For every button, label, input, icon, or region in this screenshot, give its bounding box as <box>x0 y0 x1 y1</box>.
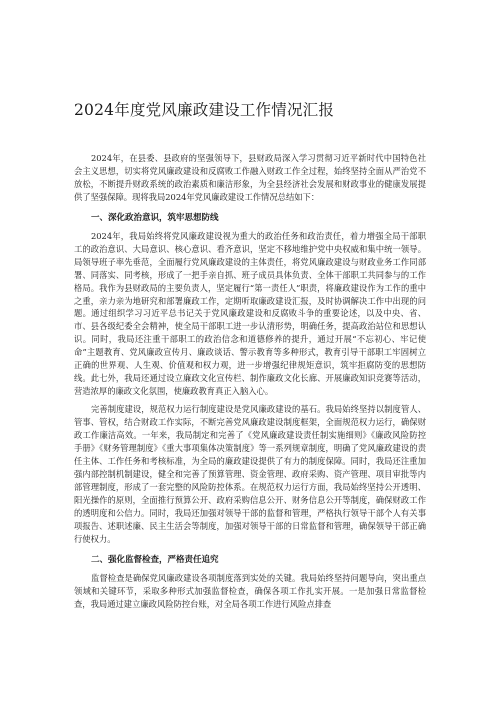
intro-paragraph: 2024年，在县委、县政府的坚强领导下，县财政局深入学习贯彻习近平新时代中国特色社会主义思想，切实将党风廉政建设和反腐败工作融入财政工作全过程，始终坚持全面从严治党不放松，不断提升财政系统的政治素质和廉洁形象，为全县经济社会发展和财政事业的健康发展提供了坚强保障。现将我局2024年党风廉政建设工作情况总结如下： <box>74 153 426 202</box>
section-1-paragraph-2: 完善制度建设，规范权力运行制度建设是党风廉政建设的基石。我局始终坚持以制度管人、管事、管权，结合财政工作实际，不断完善党风廉政建设制度框架，全面规范权力运行，确保财政工作廉洁高效。一年来，我局制定和完善了《党风廉政建设责任制实施细则》《廉政风险防控手册》《财务管理制度》《重大事项集体决策制度》等一系列规章制度，明确了党风廉政建设的责任主体、工作任务和考核标准，为全局的廉政建设提供了有力的制度保障。同时，我局还注重加强内部控制机制建设，健全和完善了预算管理、资金管理、政府采购、资产管理、项目审批等内部管理制度，形成了一套完整的风险防控体系。在规范权力运行方面，我局始终坚持公开透明、阳光操作的原则，全面推行预算公开、政府采购信息公开、财务信息公开等制度，确保财政工作的透明度和公信力。同时，我局还加强对领导干部的监督和管理，严格执行领导干部个人有关事项报告、述职述廉、民主生活会等制度，加强对领导干部的日常监督和管理，确保领导干部正确行使权力。 <box>74 404 426 544</box>
document-body <box>74 152 426 610</box>
section-1-heading: 一、深化政治意识，筑牢思想防线 <box>91 212 219 223</box>
section-2-heading: 二、强化监督检查，严格责任追究 <box>91 554 219 565</box>
section-1-paragraph-1: 2024年，我局始终将党风廉政建设视为重大的政治任务和政治责任，着力增强全局干部职工的政治意识、大局意识、核心意识、看齐意识，坚定不移地维护党中央权威和集中统一领导。局领导班子率先垂范，全面履行党风廉政建设的主体责任，将党风廉政建设与财政业务工作同部署、同落实、同考核，形成了一把手亲自抓、班子成员具体负责、全体干部职工共同参与的工作格局。我作为县财政局的主要负责人，坚定履行“第一责任人”职责，将廉政建设作为工作的重中之重，亲力亲为地研究和部署廉政工作，定期听取廉政建设汇报，及时协调解决工作中出现的问题。通过组织学习习近平总书记关于党风廉政建设和反腐败斗争的重要论述，以及中央、省、市、县各级纪委全会精神，使全局干部职工进一步认清形势，明确任务，提高政治站位和思想认识。同时，我局还注重干部职工的政治信念和道德修养的提升，通过开展“不忘初心、牢记使命”主题教育、党风廉政宣传月、廉政谈话、警示教育等多种形式，教育引导干部职工牢固树立正确的世界观、人生观、价值观和权力观，进一步增强纪律规矩意识，筑牢拒腐防变的思想防线。此七外，我局还通过设立廉政文化宣传栏、制作廉政文化长廊、开展廉政知识竞赛等活动，营造浓厚的廉政文化氛围，使廉政教育真正入脑入心。 <box>74 230 426 397</box>
document-title: 2024年度党风廉政建设工作情况汇报 <box>74 101 335 119</box>
section-2-paragraph-1: 监督检查是确保党风廉政建设各项制度落到实处的关键。我局始终坚持问题导向，突出重点领域和关键环节，采取多种形式加强监督检查，确保各项工作扎实开展。一是加强日常监督检查，我局通过建立廉政风险防控台账，对全局各项工作进行风险点排查 <box>74 572 426 609</box>
